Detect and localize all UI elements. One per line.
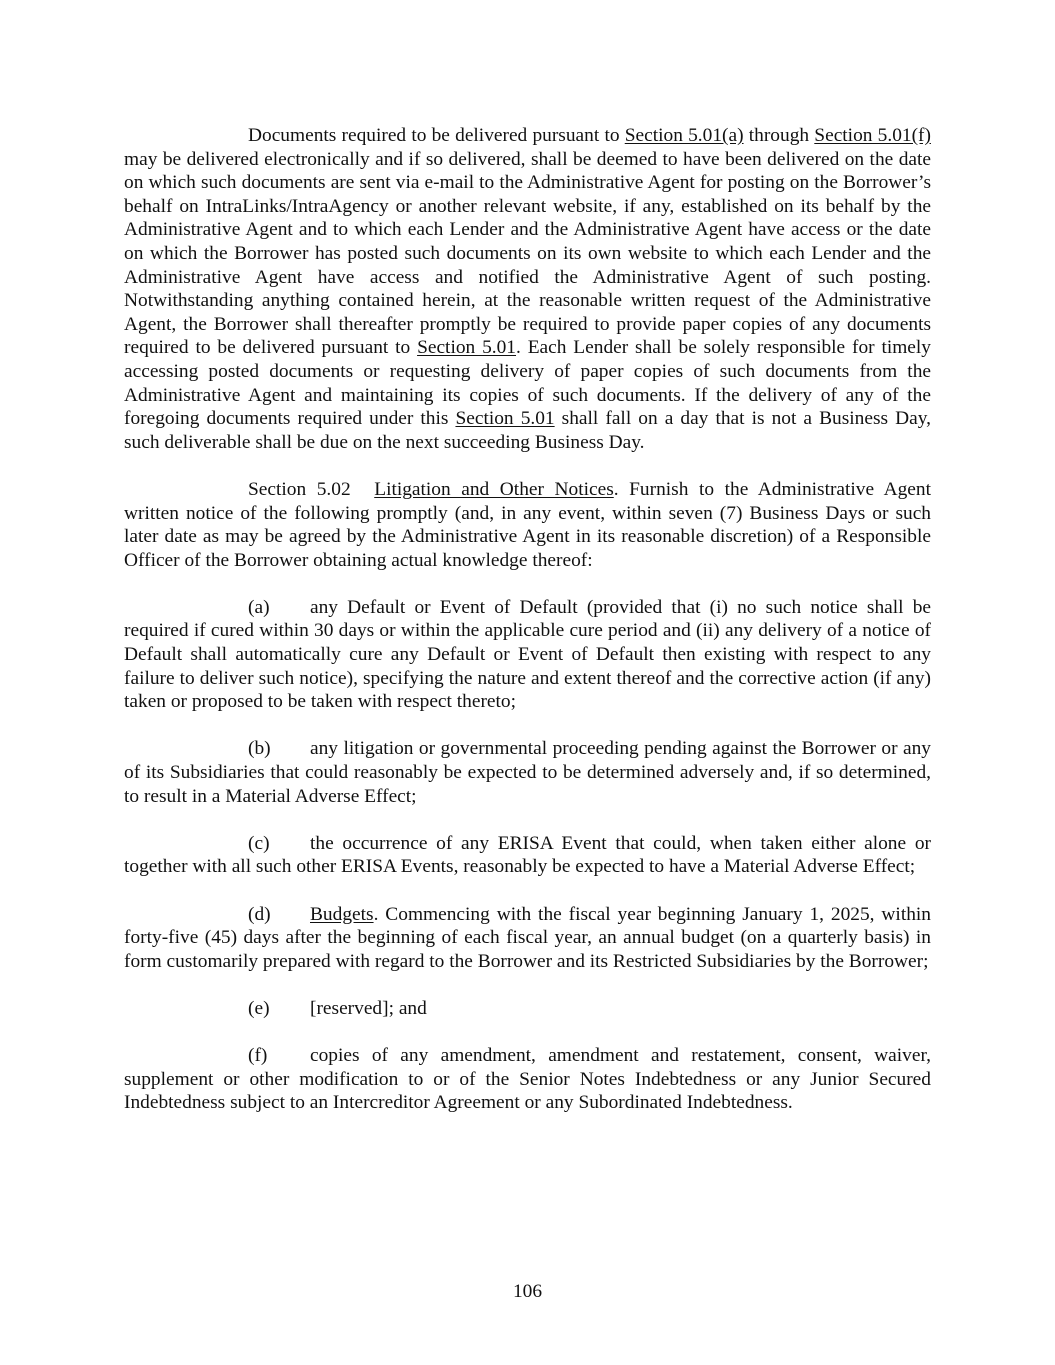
item-text: any litigation or governmental proceeding pending against the Borrower or any of its Subsidiaries that could reasonably be expected to be determined adversely and, if so determined, to result in a Material Adverse Effect;: [124, 738, 931, 807]
item-text: [reserved]; and: [310, 997, 427, 1019]
item-text: . Commencing with the fiscal year beginning January 1, 2025, within forty-five (45) days after the beginning of each fiscal year, an annual budget (on a quarterly basis) in form customarily prepared with regard to the Borrower and its Restricted Subsidiaries by the Borrower;: [124, 903, 931, 972]
item-label: (a): [248, 596, 270, 618]
item-label: (d): [248, 903, 271, 925]
cross-reference: Section 5.01: [455, 408, 555, 430]
cross-reference: Section 5.01(a): [624, 125, 744, 146]
list-item: [124, 832, 931, 879]
section-number: Section 5.02: [248, 478, 351, 500]
item-label: (b): [248, 738, 271, 760]
item-text: the occurrence of any ERISA Event that could, when taken either alone or together with all such other ERISA Events, reasonably be expected to have a Material Adverse Effect;: [124, 832, 931, 878]
item-label: (f): [248, 1045, 268, 1067]
page-number: 106: [512, 1281, 543, 1302]
section-intro: . Furnish to the Administrative Agent written notice of the following promptly (and, in any event, within seven (7) Business Days or such later date as may be agreed by the Administrative Agent in its reasonable discretion) of a Responsible Officer of the Borrower obtaining actual knowledge thereof:: [124, 478, 931, 571]
list-item: [124, 1044, 931, 1115]
list-item: [124, 596, 931, 714]
item-label: (e): [248, 997, 270, 1019]
section-title: Litigation and Other Notices: [374, 478, 614, 500]
list-item: [124, 997, 931, 1021]
item-heading: Budgets: [310, 903, 374, 925]
cross-reference: Section 5.01: [417, 337, 517, 359]
cross-reference: Section 5.01(f): [814, 125, 931, 146]
item-text: any Default or Event of Default (provided that (i) no such notice shall be required if cured within 30 days or within the applicable cure period and (ii) any delivery of a notice of Default shall automatically cure any Default or Event of Default then existing with respect to any failure to deliver such notice), specifying the nature and extent thereof and the corrective action (if any) taken or proposed to be taken with respect thereto;: [124, 596, 931, 713]
item-label: (c): [248, 832, 270, 854]
list-item: [124, 737, 931, 808]
list-item: [124, 903, 931, 974]
paragraph-electronic-delivery: Documents required to be delivered pursuant to Section 5.01(a) through Section 5.01(f) may be delivered electronically and if so delivered, shall be deemed to have been delivered on the date on which such documents are sent via e-mail to the Administrative Agent for posting on the Borrower’s behalf on IntraLinks/IntraAgency or another relevant website, if any, established on its behalf by the Administrative Agent and to which each Lender and the Administrative Agent have access or the date on which the Borrower has posted such documents on its own website to which each Lender and the Administrative Agent have access and notified the Administrative Agent of such posting. Notwithstanding anything contained herein, at the reasonable written request of the Administrative Agent, the Borrower shall thereafter promptly be required to provide paper copies of any documents required to be delivered pursuant to Section 5.01. Each Lender shall be solely responsible for timely accessing posted documents or requesting delivery of paper copies of such documents from the Administrative Agent and maintaining its copies of such documents. If the delivery of any of the foregoing documents required under this Section 5.01 shall fall on a day that is not a Business Day, such deliverable shall be due on the next succeeding Business Day.: [124, 125, 931, 453]
document-page: [124, 124, 931, 1115]
section-heading-paragraph: [124, 478, 931, 572]
item-text: copies of any amendment, amendment and restatement, consent, waiver, supplement or other modification to or of the Senior Notes Indebtedness or any Junior Secured Indebtedness subject to an Intercreditor Agreement or any Subordinated Indebtedness.: [124, 1045, 931, 1114]
